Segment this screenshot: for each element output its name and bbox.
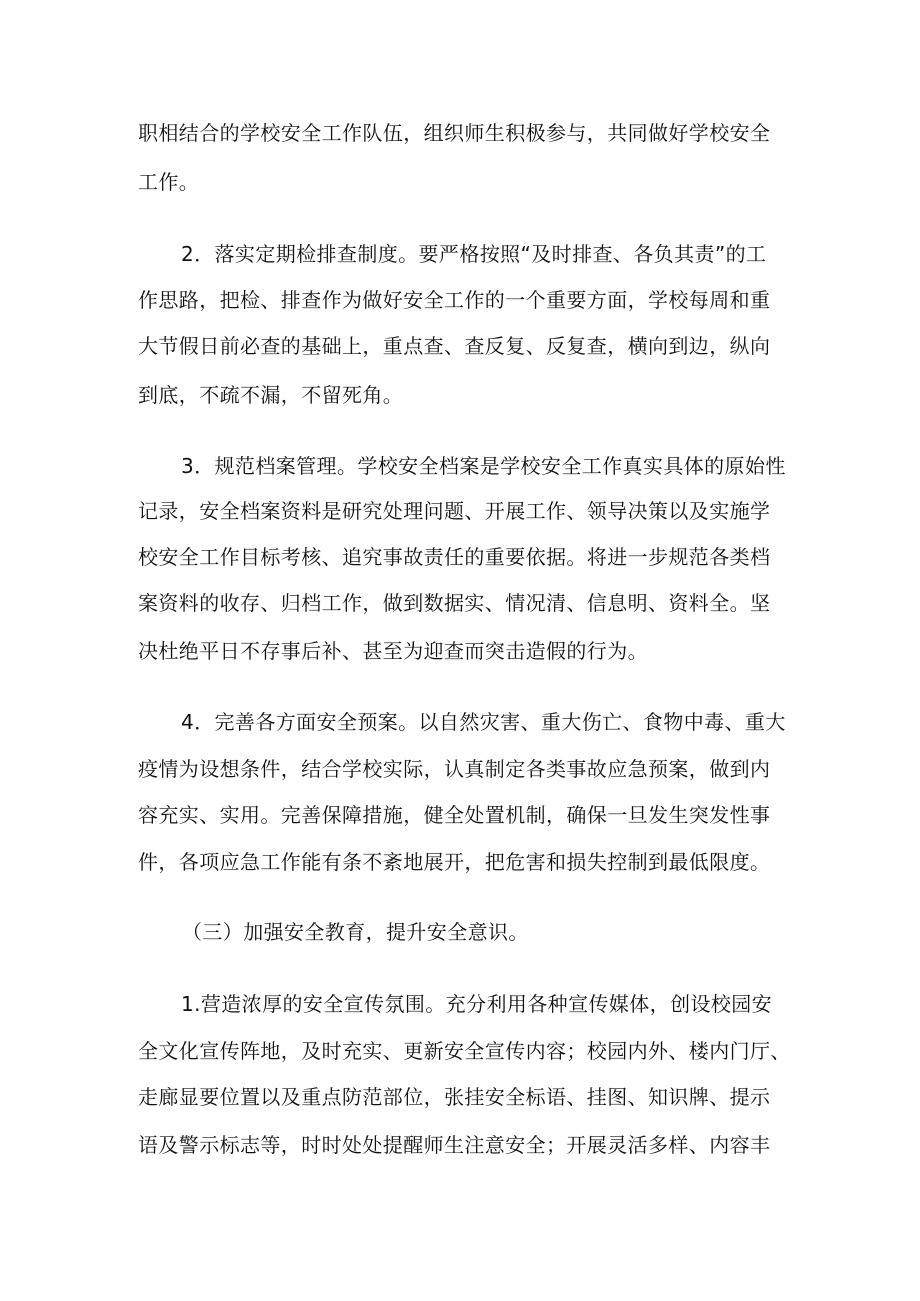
- paragraph-6-first-line: 1.营造浓厚的安全宣传氛围。充分利用各种宣传媒体，创设校园安: [181, 992, 773, 1016]
- text-line: 全文化宣传阵地，及时充实、更新安全宣传内容；校园内外、楼内门厅、: [138, 1039, 791, 1063]
- text-line: 案资料的收存、归档工作，做到数据实、情况清、信息明、资料全。坚: [138, 591, 771, 615]
- text-line: 走廊显要位置以及重点防范部位，张挂安全标语、挂图、知识牌、提示: [138, 1085, 771, 1109]
- text-line: 到底，不疏不漏，不留死角。: [138, 383, 404, 407]
- text-line: 作思路，把检、排查作为做好安全工作的一个重要方面，学校每周和重: [138, 288, 771, 312]
- text-line: 疫情为设想条件，结合学校实际，认真制定各类事故应急预案，做到内: [138, 757, 771, 781]
- text-line: 工作。: [138, 170, 200, 194]
- text-line: 件，各项应急工作能有条不紊地展开，把危害和损失控制到最低限度。: [138, 850, 771, 874]
- text-line: 语及警示标志等，时时处处提醒师生注意安全；开展灵活多样、内容丰: [138, 1133, 771, 1157]
- text-line: 大节假日前必查的基础上，重点查、查反复、反复查，横向到边，纵向: [138, 334, 771, 358]
- paragraph-3-first-line: 3．规范档案管理。学校安全档案是学校安全工作真实具体的原始性: [181, 454, 786, 478]
- text-line: 容充实、实用。完善保障措施，健全处置机制，确保一旦发生突发性事: [138, 803, 771, 827]
- text-line: 决杜绝平日不存事后补、甚至为迎查而突击造假的行为。: [138, 639, 648, 663]
- section-heading: （三）加强安全教育，提升安全意识。: [182, 920, 529, 944]
- text-line: 校安全工作目标考核、追究事故责任的重要依据。将进一步规范各类档: [138, 545, 771, 569]
- paragraph-2-first-line: 2．落实定期检排查制度。要严格按照“及时排查、各负其责”的工: [181, 242, 767, 266]
- text-line: 职相结合的学校安全工作队伍，组织师生积极参与，共同做好学校安全: [138, 121, 771, 145]
- paragraph-4-first-line: 4．完善各方面安全预案。以自然灾害、重大伤亡、食物中毒、重大: [181, 710, 786, 734]
- text-line: 记录，安全档案资料是研究处理问题、开展工作、领导决策以及实施学: [138, 499, 771, 523]
